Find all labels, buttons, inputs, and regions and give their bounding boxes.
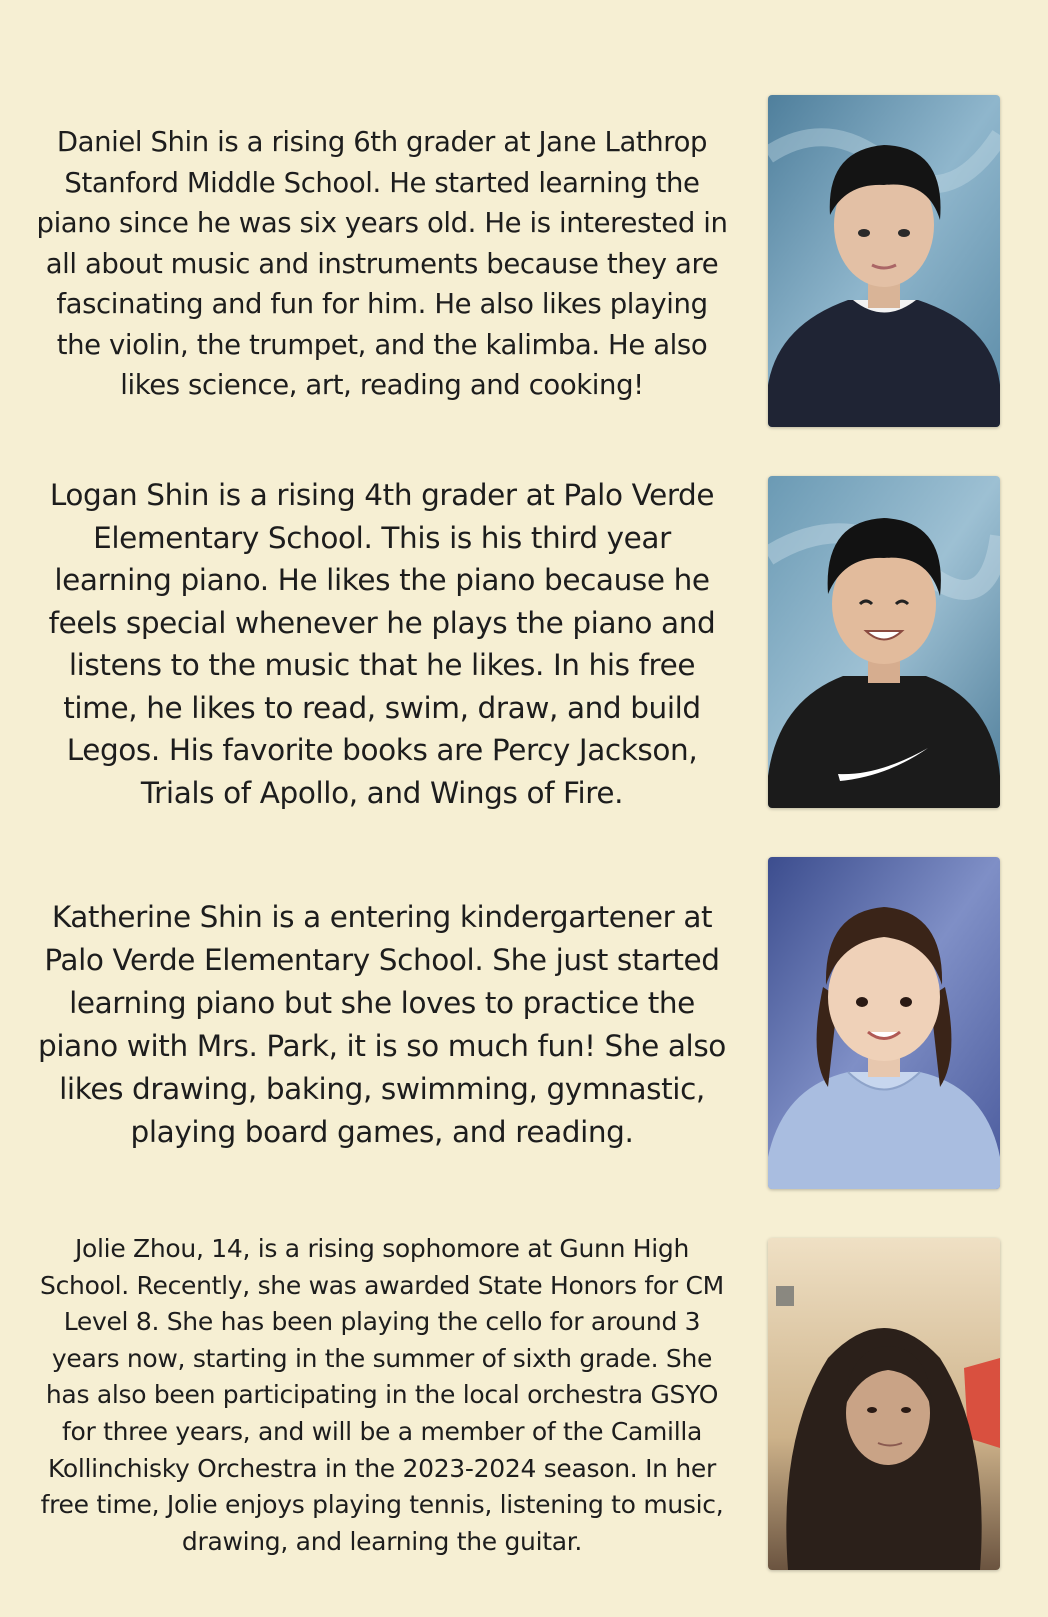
portrait-photo-katherine: [768, 857, 1000, 1189]
bio-text-jolie: Jolie Zhou, 14, is a rising sophomore at Gunn High School. Recently, she was awarded State Honors for CM Level 8. She has been playing the cello for around 3 years now, starting in the summer of sixth grade. She has also been participating in the local orchestra GSYO for three years, and will be a member of the Camilla Kollinchisky Orchestra in the 2023-2024 season. In her free time, Jolie enjoys playing tennis, listening to music, drawing, and learning the guitar.: [40, 1234, 724, 1556]
portrait-photo-logan: [768, 476, 1000, 808]
bio-text-logan: Logan Shin is a rising 4th grader at Palo Verde Elementary School. This is his third year learning piano. He likes the piano because he feels special whenever he plays the piano and listens to the music that he likes. In his free time, he likes to read, swim, draw, and build Legos. His favorite books are Percy Jackson, Trials of Apollo, and Wings of Fire.: [48, 478, 716, 810]
bio-text-daniel: Daniel Shin is a rising 6th grader at Jane Lathrop Stanford Middle School. He started learning the piano since he was six years old. He is interested in all about music and instruments because they are fascinating and fun for him. He also likes playing the violin, the trumpet, and the kalimba. He also likes science, art, reading and cooking!: [36, 126, 728, 401]
portrait-photo-jolie: [768, 1238, 1000, 1570]
portrait-photo-daniel: [768, 95, 1000, 427]
bio-text-katherine: Katherine Shin is a entering kindergartener at Palo Verde Elementary School. She just started learning piano but she loves to practice the piano with Mrs. Park, it is so much fun! She also likes drawing, baking, swimming, gymnastic, playing board games, and reading.: [38, 900, 726, 1149]
